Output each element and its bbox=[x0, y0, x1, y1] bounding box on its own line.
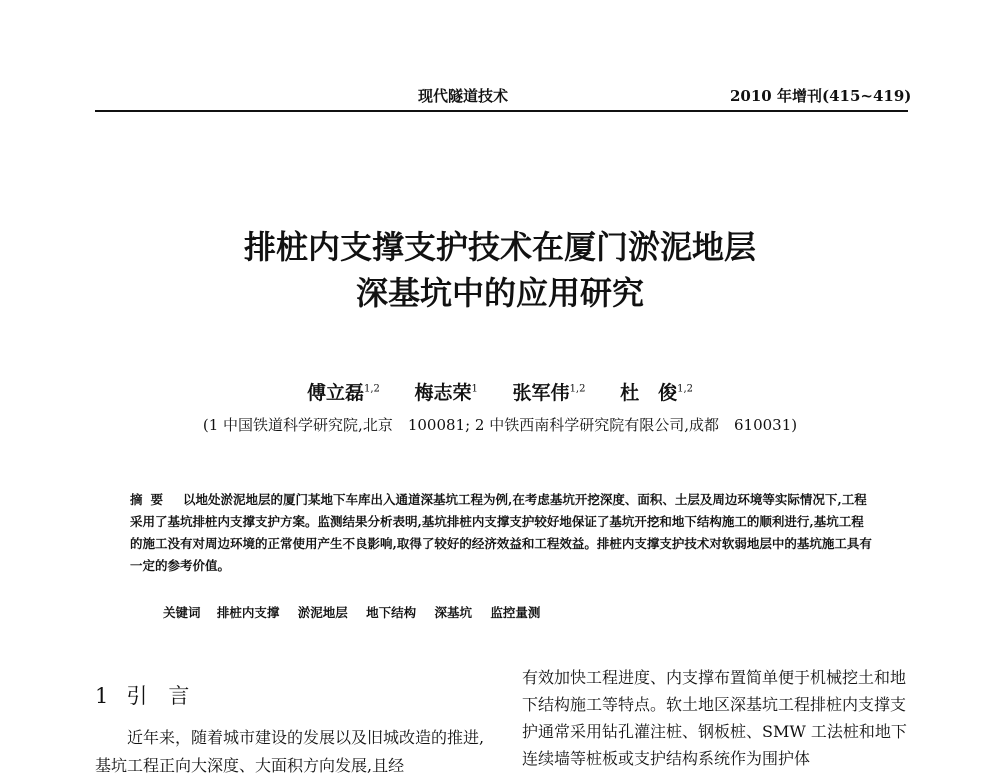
title-line-2: 深基坑中的应用研究 bbox=[355, 274, 644, 312]
journal-name: 现代隧道技术 bbox=[418, 87, 509, 105]
intro-paragraph: 近年来，随着城市建设的发展以及旧城改造的推进,基坑工程正向大深度、大面积方向发展,且经 bbox=[95, 728, 485, 775]
author-affil-mark: 1 bbox=[471, 383, 478, 395]
section-title: 引 言 bbox=[126, 684, 190, 708]
author-2 bbox=[415, 378, 478, 405]
author-list bbox=[0, 378, 1000, 405]
author-1 bbox=[307, 378, 380, 405]
author-name: 杜 俊 bbox=[620, 382, 678, 404]
author-affil-mark: 1,2 bbox=[364, 383, 380, 395]
keyword: 地下结构 bbox=[366, 605, 417, 620]
author-affil-mark: 1,2 bbox=[677, 383, 694, 395]
author-3 bbox=[513, 378, 586, 405]
author-name: 梅志荣 bbox=[414, 382, 472, 404]
author-affil-mark: 1,2 bbox=[569, 383, 586, 395]
issue-info: 2010 年增刊(415~419) bbox=[730, 87, 912, 105]
keyword: 深基坑 bbox=[434, 605, 473, 620]
section-heading bbox=[95, 680, 189, 710]
header-rule bbox=[95, 110, 908, 112]
right-column-text: 有效加快工程进度、内支撑布置简单便于机械挖土和地下结构施工等特点。软土地区深基坑工程排桩内支撑支护通常采用钻孔灌注桩、钢板桩、SMW 工法桩和地下连续墙等桩板或支护结构系统作为围护体 bbox=[522, 668, 907, 768]
keyword: 淤泥地层 bbox=[297, 605, 348, 620]
title-line-1: 排桩内支撑支护技术在厦门淤泥地层 bbox=[243, 228, 756, 266]
abstract bbox=[130, 489, 875, 577]
keywords-label: 关键词 bbox=[163, 605, 201, 620]
author-4 bbox=[620, 378, 693, 405]
author-name: 傅立磊 bbox=[306, 382, 364, 404]
keyword: 监控量测 bbox=[490, 605, 541, 620]
section-number: 1 bbox=[95, 684, 109, 708]
keyword: 排桩内支撑 bbox=[216, 605, 280, 620]
abstract-text: 以地处淤泥地层的厦门某地下车库出入通道深基坑工程为例,在考虑基坑开挖深度、面积、土层及周边环境等实际情况下,工程采用了基坑排桩内支撑支护方案。监测结果分析表明,基坑排桩内支撑支护较好地保证了基坑开挖和地下结构施工的顺利进行,基坑工程的施工没有对周边环境的正常使用产生不良影响,取得了较好的经济效益和工程效益。排桩内支撑支护技术对软弱地层中的基坑施工具有一定的参考价值。 bbox=[130, 492, 872, 573]
keywords bbox=[163, 603, 554, 621]
affiliation: (1 中国铁道科学研究院,北京 100081; 2 中铁西南科学研究院有限公司,成都 610031) bbox=[202, 416, 798, 434]
author-name: 张军伟 bbox=[512, 382, 570, 404]
abstract-label: 摘要 bbox=[130, 492, 172, 507]
